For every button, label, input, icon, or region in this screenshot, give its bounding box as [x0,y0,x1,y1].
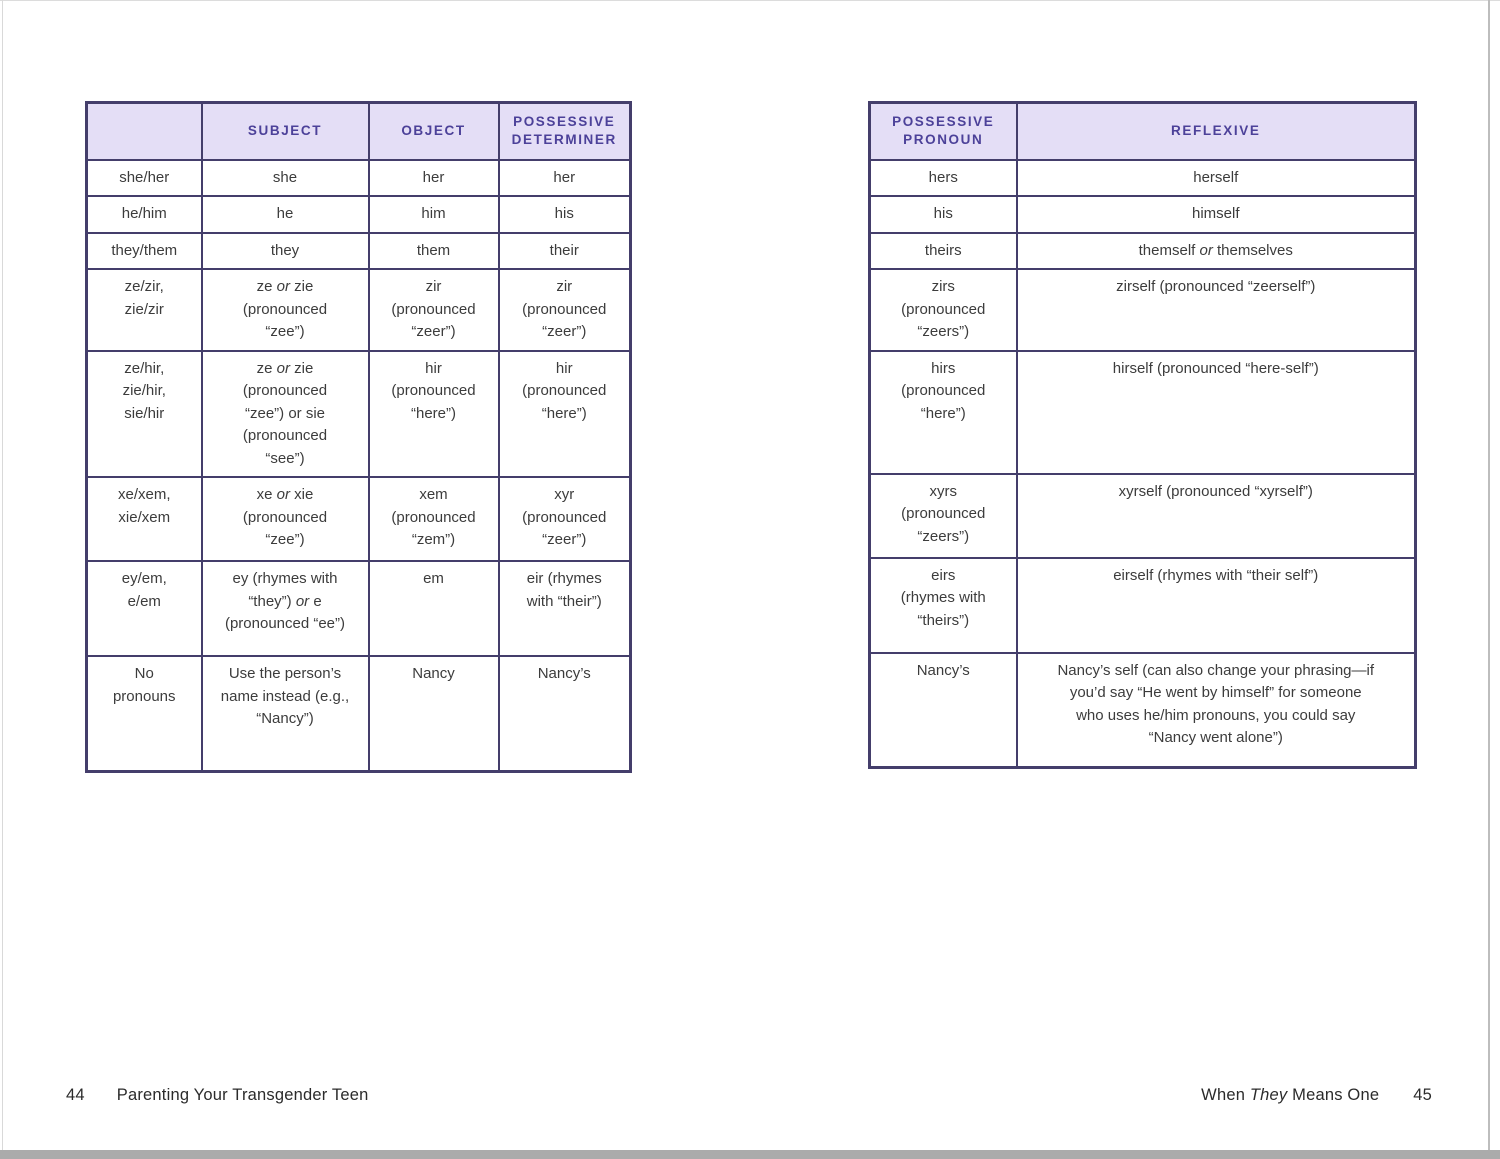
table-row [87,196,631,233]
table-cell: he/him [87,196,202,233]
column-header: OBJECT [369,103,499,160]
column-header [87,103,202,160]
header-row [87,103,631,160]
table-row [87,160,631,197]
table-row [870,653,1416,768]
table-cell: eirs (rhymes with “theirs”) [870,558,1017,653]
table-cell: Nancy [369,656,499,771]
table-row [87,656,631,771]
table-cell: Nancy’s self (can also change your phrasing—if you’d say “He went by himself” for someone who uses he/him pronouns, you could say “Nancy went alone”) [1017,653,1416,768]
page-edge-left [2,0,3,1150]
table-row [870,558,1416,653]
table-cell: Nancy’s [499,656,631,771]
table-cell: she/her [87,160,202,197]
book-title: Parenting Your Transgender Teen [116,1086,369,1104]
table-cell: ze or zie (pronounced “zee”) or sie (pronounced “see”) [202,351,369,478]
table-cell: zirself (pronounced “zeerself”) [1017,269,1416,351]
table-row [870,160,1416,197]
table-cell: hirs (pronounced “here”) [870,351,1017,474]
table-cell: eirself (rhymes with “their self”) [1017,558,1416,653]
table-cell: em [369,561,499,656]
possessive-reflexive-table [868,101,1417,769]
table-cell: xyrself (pronounced “xyrself”) [1017,474,1416,558]
table-cell: xem (pronounced “zem”) [369,477,499,561]
table-cell: his [499,196,631,233]
page-edge-top [0,0,1500,1]
page-number-left: 44 [66,1086,85,1104]
table-row [87,269,631,351]
table-cell: himself [1017,196,1416,233]
table-cell: hirself (pronounced “here-self”) [1017,351,1416,474]
page-edge-bottom [0,1150,1500,1159]
page-number-right: 45 [1413,1086,1432,1104]
table-cell: theirs [870,233,1017,270]
table-row [870,351,1416,474]
table-row [870,474,1416,558]
table-cell: he [202,196,369,233]
table-cell: xe/xem, xie/xem [87,477,202,561]
table-row [870,269,1416,351]
table-cell: their [499,233,631,270]
table-cell: his [870,196,1017,233]
table-cell: ze or zie (pronounced “zee”) [202,269,369,351]
table-row [87,561,631,656]
table-cell: eir (rhymes with “their”) [499,561,631,656]
table-cell: Use the person’s name instead (e.g., “Nancy”) [202,656,369,771]
table-cell: hir (pronounced “here”) [499,351,631,478]
table-cell: she [202,160,369,197]
table-cell: hers [870,160,1017,197]
table-row [87,477,631,561]
table-cell: herself [1017,160,1416,197]
page-edge-right [1488,0,1490,1150]
footer-left [66,1086,369,1105]
footer-right [1201,1086,1432,1105]
table-cell: ze/zir, zie/zir [87,269,202,351]
table-cell: Nancy’s [870,653,1017,768]
table-cell: No pronouns [87,656,202,771]
table-cell: her [499,160,631,197]
header-row [870,103,1416,160]
table-row [870,233,1416,270]
table-cell: ze/hir, zie/hir, sie/hir [87,351,202,478]
table-cell: they [202,233,369,270]
table-cell: ey (rhymes with “they”) or e (pronounced “ee”) [202,561,369,656]
table-cell: zir (pronounced “zeer”) [499,269,631,351]
column-header: REFLEXIVE [1017,103,1416,160]
table-row [87,351,631,478]
column-header: POSSESSIVE PRONOUN [870,103,1017,160]
table-cell: xyrs (pronounced “zeers”) [870,474,1017,558]
table-cell: him [369,196,499,233]
table-row [87,233,631,270]
table-cell: hir (pronounced “here”) [369,351,499,478]
table-cell: them [369,233,499,270]
table-cell: her [369,160,499,197]
chapter-title: When They Means One [1201,1086,1380,1104]
column-header: SUBJECT [202,103,369,160]
table-cell: zirs (pronounced “zeers”) [870,269,1017,351]
table-cell: zir (pronounced “zeer”) [369,269,499,351]
table-cell: xe or xie (pronounced “zee”) [202,477,369,561]
pronoun-forms-table [85,101,632,773]
table-cell: themself or themselves [1017,233,1416,270]
table-row [870,196,1416,233]
column-header: POSSESSIVE DETERMINER [499,103,631,160]
table-cell: ey/em, e/em [87,561,202,656]
table-cell: xyr (pronounced “zeer”) [499,477,631,561]
table-cell: they/them [87,233,202,270]
